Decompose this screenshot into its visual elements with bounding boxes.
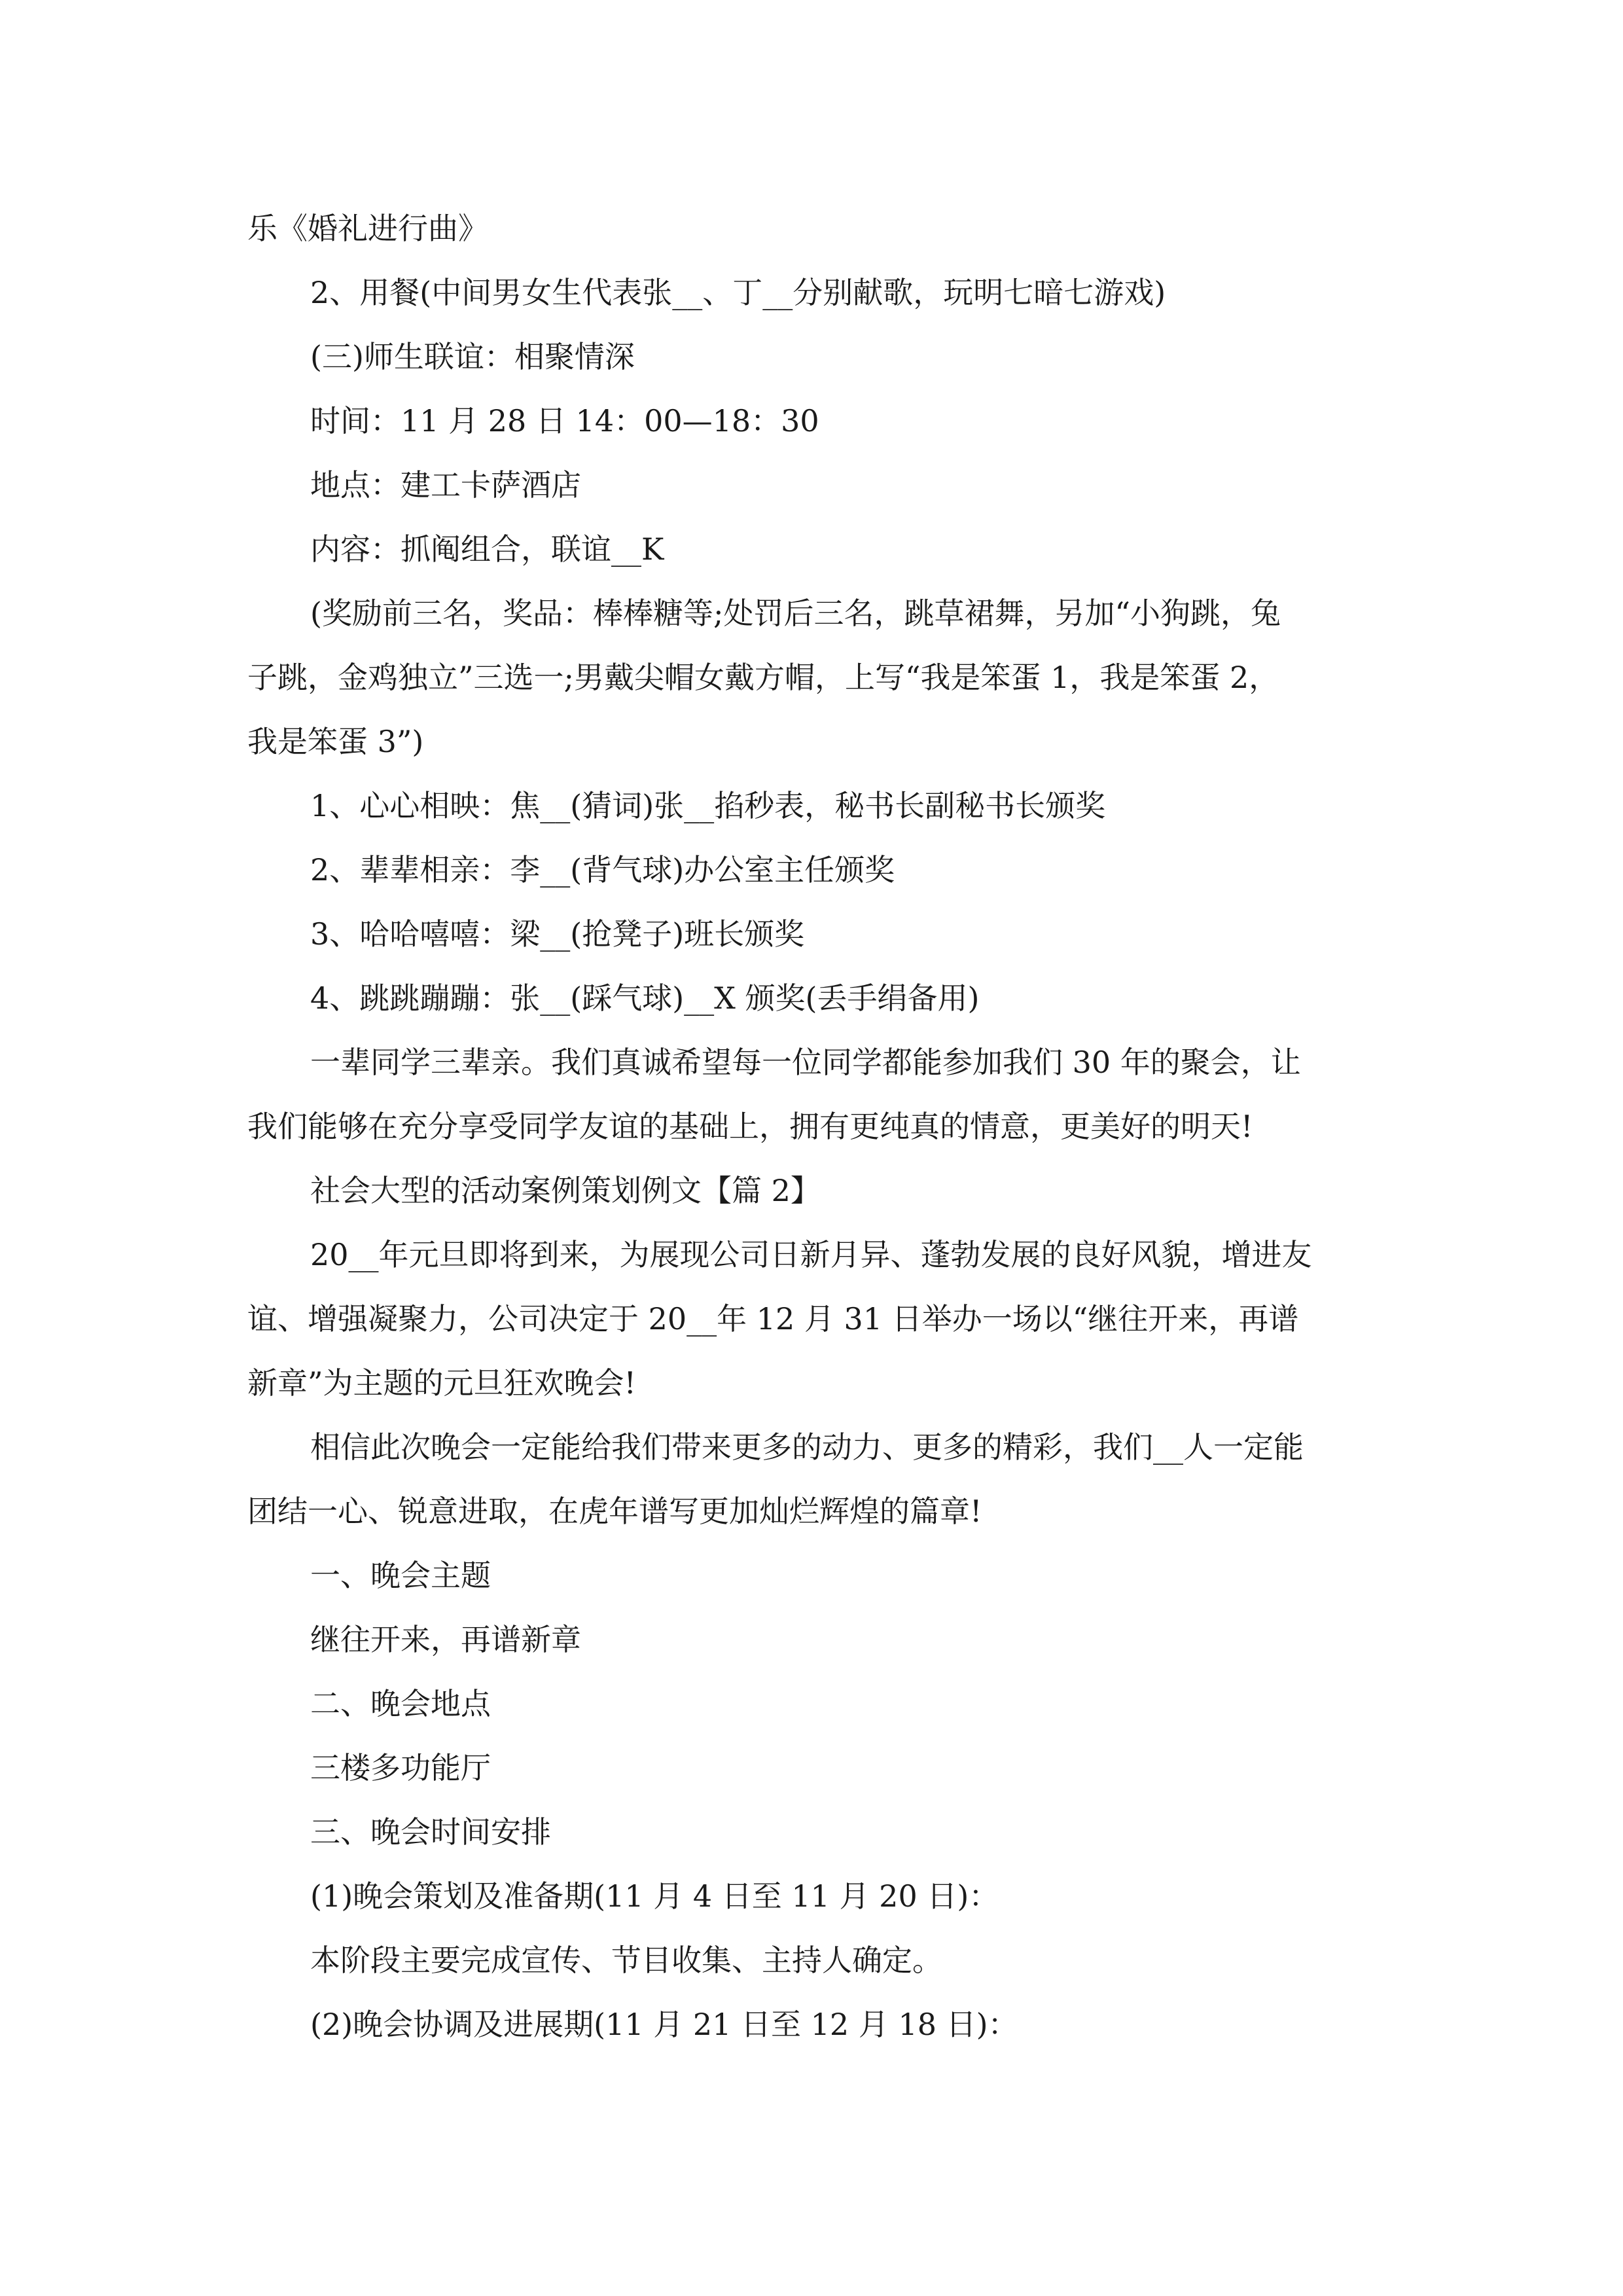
location-line: 地点：建工卡萨酒店 <box>310 467 581 503</box>
intro-paragraph-line-1: 20__年元旦即将到来，为展现公司日新月异、蓬勃发展的良好风貌，增进友 <box>310 1237 1312 1272</box>
article-heading: 社会大型的活动案例策划例文【篇 2】 <box>310 1173 821 1208</box>
section-heading-schedule: 三、晚会时间安排 <box>310 1814 551 1850</box>
reward-line-2: 子跳，金鸡独立”三选一;男戴尖帽女戴方帽，上写“我是笨蛋 1，我是笨蛋 2， <box>247 660 1279 695</box>
text-line-1: 乐《婚礼进行曲》 <box>247 211 488 246</box>
game-item-2: 2、辈辈相亲：李__(背气球)办公室主任颁奖 <box>310 852 895 888</box>
section-heading-theme: 一、晚会主题 <box>310 1558 491 1593</box>
belief-paragraph-line-2: 团结一心、锐意进取，在虎年谱写更加灿烂辉煌的篇章! <box>247 1494 982 1529</box>
game-item-3: 3、哈哈嘻嘻：梁__(抢凳子)班长颁奖 <box>310 916 805 952</box>
reward-line-1: (奖励前三名，奖品：棒棒糖等;处罚后三名，跳草裙舞，另加“小狗跳，兔 <box>310 596 1281 631</box>
document-body <box>247 196 1393 2056</box>
reward-line-3: 我是笨蛋 3”) <box>247 724 424 759</box>
belief-paragraph-line-1: 相信此次晚会一定能给我们带来更多的动力、更多的精彩，我们__人一定能 <box>310 1429 1304 1465</box>
schedule-item-2: (2)晚会协调及进展期(11 月 21 日至 12 月 18 日)： <box>310 2007 1018 2042</box>
intro-paragraph-line-3: 新章”为主题的元旦狂欢晚会! <box>247 1365 637 1401</box>
game-item-4: 4、跳跳蹦蹦：张__(踩气球)__X 颁奖(丢手绢备用) <box>310 980 980 1016</box>
content-line: 内容：抓阄组合，联谊__K <box>310 531 664 567</box>
schedule-item-1-detail: 本阶段主要完成宣传、节目收集、主持人确定。 <box>310 1943 942 1978</box>
closing-paragraph-line-2: 我们能够在充分享受同学友谊的基础上，拥有更纯真的情意，更美好的明天! <box>247 1109 1253 1144</box>
game-item-1: 1、心心相映：焦__(猜词)张__掐秒表，秘书长副秘书长颁奖 <box>310 788 1106 823</box>
section-heading-venue: 二、晚会地点 <box>310 1686 491 1721</box>
venue-text: 三楼多功能厅 <box>310 1750 491 1785</box>
closing-paragraph-line-1: 一辈同学三辈亲。我们真诚希望每一位同学都能参加我们 30 年的聚会，让 <box>310 1045 1301 1080</box>
section-heading-teacher-student: (三)师生联谊：相聚情深 <box>310 339 635 374</box>
time-line: 时间：11 月 28 日 14：00—18：30 <box>310 403 819 439</box>
intro-paragraph-line-2: 谊、增强凝聚力，公司决定于 20__年 12 月 31 日举办一场以“继往开来，再谱 <box>247 1301 1299 1336</box>
text-line-2: 2、用餐(中间男女生代表张__、丁__分别献歌，玩明七暗七游戏) <box>310 275 1166 310</box>
schedule-item-1: (1)晚会策划及准备期(11 月 4 日至 11 月 20 日)： <box>310 1878 999 1914</box>
theme-text: 继往开来，再谱新章 <box>310 1622 581 1657</box>
